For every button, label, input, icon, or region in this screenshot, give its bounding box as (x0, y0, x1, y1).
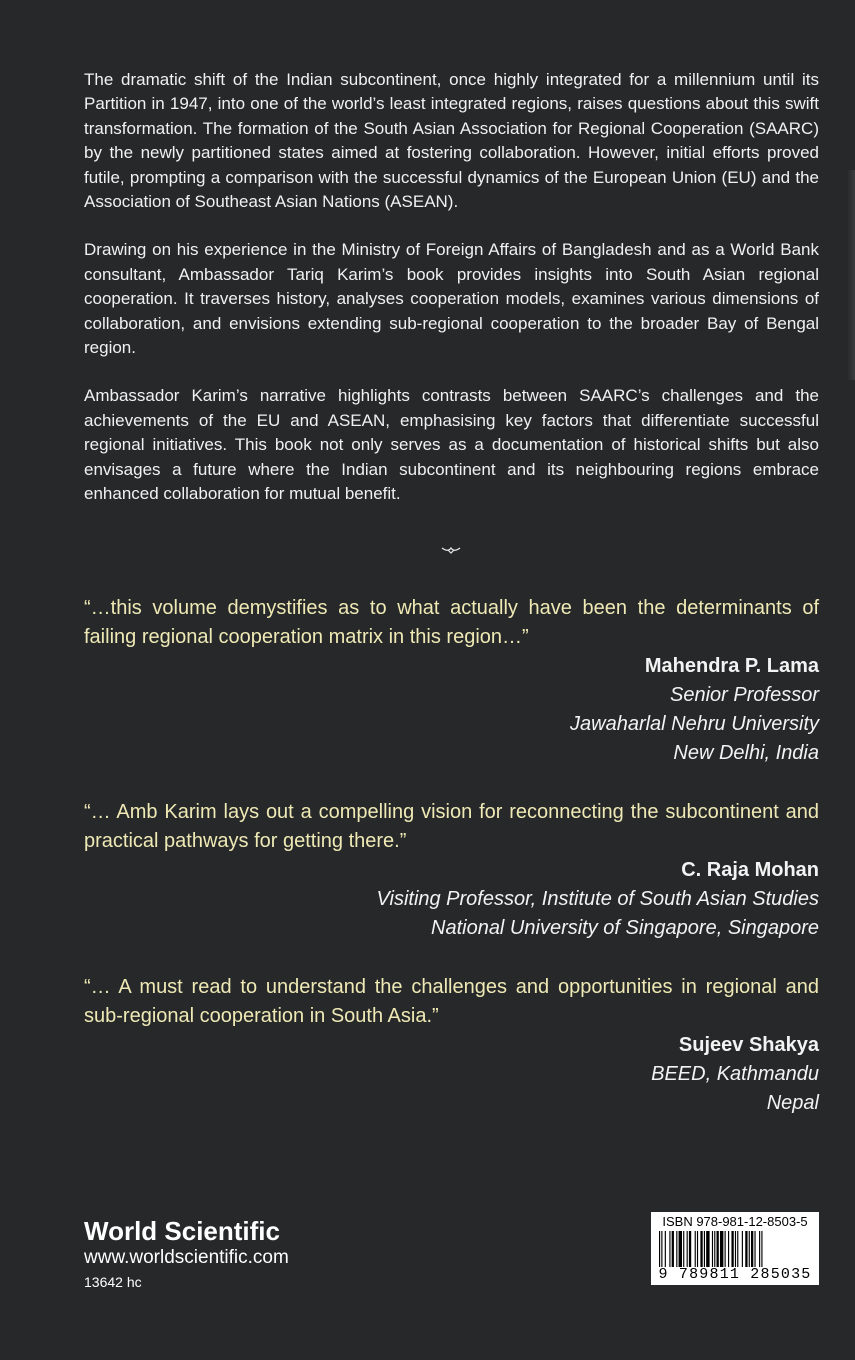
barcode-bar (717, 1231, 719, 1267)
page-edge-shadow (847, 170, 855, 380)
isbn-barcode (651, 1212, 819, 1285)
barcode-bar (661, 1231, 662, 1267)
quote-text: “… Amb Karim lays out a compelling vision for reconnecting the subcontinent and practical pathways for getting there.” (84, 801, 819, 852)
barcode-bar (751, 1231, 753, 1267)
barcode-bar (704, 1231, 705, 1267)
barcode-bar (735, 1231, 736, 1267)
endorser-name: Mahendra P. Lama (644, 655, 819, 677)
barcode-bar (742, 1231, 743, 1267)
endorser-affiliation: BEED, Kathmandu (651, 1063, 819, 1085)
endorser-title: Senior Professor (670, 684, 819, 706)
barcode-bar (706, 1231, 709, 1267)
barcode-bar (728, 1231, 729, 1267)
endorser-name: C. Raja Mohan (681, 859, 819, 881)
product-code: 13642 hc (84, 1274, 142, 1290)
barcode-bar (659, 1231, 660, 1267)
endorsements (84, 594, 819, 1148)
endorsement-2 (84, 798, 819, 943)
barcode-bar (712, 1231, 713, 1267)
barcode-bar (697, 1231, 698, 1267)
endorser-location: New Delhi, India (673, 742, 819, 764)
barcode-bar (672, 1231, 674, 1267)
barcode-bar (683, 1231, 684, 1267)
barcode-bar (689, 1231, 691, 1267)
barcode-bar (745, 1231, 747, 1267)
barcode-bar (679, 1231, 682, 1267)
barcode-bar (720, 1231, 723, 1267)
barcode-bar (676, 1231, 677, 1267)
description-paragraph-3: Ambassador Karim’s narrative highlights contrasts between SAARC’s challenges and the achievements of the EU and ASEAN, emphasising key factors that differentiate successful regional initiatives. This book not only serves as a documentation of historical shifts but also envisages a future where the Indian subcontinent and its neighbouring regions embrace enhanced collaboration for mutual benefit. (84, 386, 819, 504)
endorser-affiliation: National University of Singapore, Singapore (431, 917, 819, 939)
barcode-bar (725, 1231, 726, 1267)
quote-text: “… A must read to understand the challenges and opportunities in regional and sub-regional cooperation in South Asia.” (84, 976, 819, 1027)
endorser-affiliation: Jawaharlal Nehru University (570, 713, 819, 735)
attribution (84, 1031, 819, 1118)
attribution (84, 856, 819, 943)
attribution (84, 652, 819, 768)
book-description (84, 68, 819, 531)
barcode-bar (700, 1231, 702, 1267)
barcode-bar (695, 1231, 696, 1267)
barcode-bar (737, 1231, 738, 1267)
endorsement-1 (84, 594, 819, 768)
publisher-block (84, 1216, 289, 1292)
barcode-bar (749, 1231, 750, 1267)
barcode-bar (731, 1231, 733, 1267)
isbn-digits: 9 789811 285035 (658, 1266, 812, 1283)
barcode-bar (754, 1231, 755, 1267)
barcode-bar (669, 1231, 670, 1267)
description-paragraph-2: Drawing on his experience in the Ministry of Foreign Affairs of Bangladesh and as a World Bank consultant, Ambassador Tariq Karim’s book provides insights into South Asian regional cooperation. It traverses history, analyses cooperation models, examines various dimensions of collaboration, and envisions extending sub-regional cooperation to the broader Bay of Bengal region. (84, 240, 819, 358)
endorser-title: Visiting Professor, Institute of South Asian Studies (376, 888, 819, 910)
endorser-name: Sujeev Shakya (678, 1034, 819, 1056)
barcode-bars (657, 1231, 813, 1267)
barcode-bar (759, 1231, 760, 1267)
quote-text: “…this volume demystifies as to what actually have been the determinants of failing regional cooperation matrix in this region…” (84, 597, 819, 648)
barcode-bar (665, 1231, 666, 1267)
publisher-name: World Scientific (84, 1216, 280, 1246)
endorser-location: Nepal (766, 1092, 819, 1114)
barcode-bar (687, 1231, 688, 1267)
publisher-url: www.worldscientific.com (84, 1247, 289, 1268)
barcode-bar (714, 1231, 715, 1267)
barcode-bar (761, 1231, 762, 1267)
fleuron-divider-icon (441, 545, 461, 555)
isbn-label: ISBN 978-981-12-8503-5 (662, 1214, 808, 1229)
endorsement-3 (84, 973, 819, 1118)
description-paragraph-1: The dramatic shift of the Indian subcontinent, once highly integrated for a millennium until its Partition in 1947, into one of the world’s least integrated regions, raises questions about this swift transformation. The formation of the South Asian Association for Regional Cooperation (SAARC) by the newly partitioned states aimed at fostering collaboration. However, initial efforts proved futile, prompting a comparison with the successful dynamics of the European Union (EU) and the Association of Southeast Asian Nations (ASEAN). (84, 70, 819, 212)
